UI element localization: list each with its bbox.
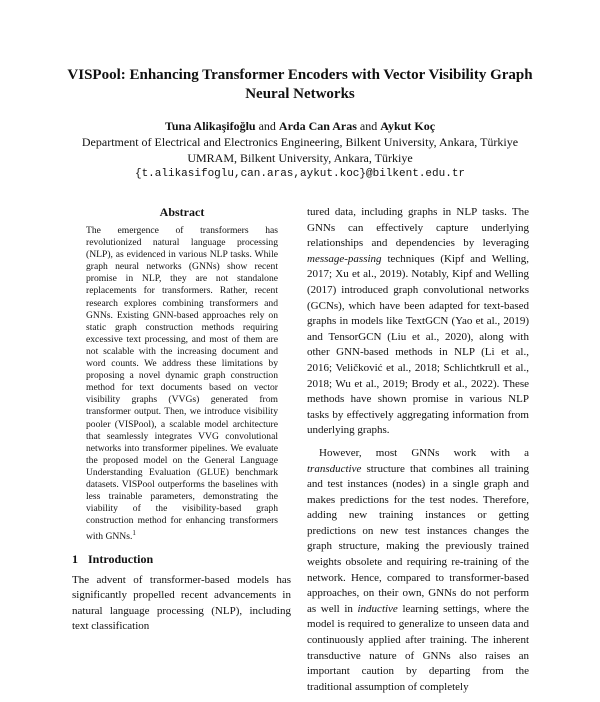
footnote-marker: 1 — [132, 529, 136, 538]
author-line — [40, 118, 560, 134]
paper-title: VISPool: Enhancing Transformer Encoders with Vector Visibility Graph Neural Networks — [67, 67, 533, 102]
right-column — [307, 205, 529, 702]
email-address: {t.alikasifoglu,can.aras,aykut.koc}@bilkent.edu.tr — [134, 168, 466, 180]
paragraph: tured data, including graphs in NLP tasks. The GNNs can effectively capture underlying relationships and dependencies by leveraging message-passing techniques (Kipf and Welling, 2017; Xu et al., 2019). Notably, Kipf and Welling (2017) introduced graph convolutional networks (GCNs), which have been adapted for text-based graphs in models like TextGCN (Yao et al., 2019) and TensorGCN (Liu et al., 2020), along with other GNN-based methods in NLP (Li et al., 2016; Veličković et al., 2018; Schlichtkrull et al., 2018; Wu et al., 2019; Brody et al., 2022). These methods have shown promise in various NLP tasks by effectively aggregating information from underlying graphs. — [307, 206, 529, 437]
author-name: Arda Can Aras — [278, 119, 357, 133]
author-separator: and — [359, 119, 378, 133]
author-block — [40, 118, 560, 182]
abstract-text: The emergence of transformers has revolutionized natural language processing (NLP), as evidenced in various NLP tasks. While graph neural networks (GNNs) show recent promise in NLP, they are not standalone replacements for transformers. Rather, recent research explores combining transformers and GNNs. Existing GNN-based approaches rely on static graph construction methods requiring excessive text processing, and most of them are not scalable with the increasing document and word counts. We address these limitations by proposing a novel dynamic graph construction method for text documents based on vector visibility graphs (VVGs) generated from transformer output. Then, we introduce visibility pooler (VISPool), a scalable model architecture that seamlessly integrates VVG convolutional networks into transformer pipelines. We evaluate the proposed model on the General Language Understanding Evaluation (GLUE) benchmark datasets. VISPool outperforms the baselines with less trainable parameters, demonstrating the viability of the visibility-based graph construction method for enhancing transformers with GNNs.$^1$ — [86, 225, 278, 543]
affiliation: Department of Electrical and Electronics Engineering, Bilkent University, Ankara, Türkiye — [81, 135, 519, 149]
left-column — [72, 205, 291, 635]
author-name: Tuna Alikaşifoğlu — [164, 119, 256, 133]
body-text — [307, 205, 529, 695]
intro-paragraph: The advent of transformer-based models has significantly propelled recent advancements in natural language processing (NLP), including text classification — [72, 573, 291, 633]
affiliation: UMRAM, Bilkent University, Ankara, Türkiye — [187, 151, 413, 165]
abstract-heading: Abstract — [159, 205, 205, 219]
paragraph: However, most GNNs work with a transductive structure that combines all training and test instances (nodes) in a single graph and makes predictions for the test nodes. Therefore, adding new training instances or getting predictions on new test instances changes the graph structure, making the previously trained weights obsolete and requiring re-training of the network. Hence, compared to transformer-based approaches, on their own, GNNs do not perform as well in inductive learning settings, where the model is required to generalize to unseen data and continuously applied after training. The inherent transductive nature of GNNs also raises an important caution by departing from the traditional assumption of completely — [307, 446, 529, 693]
section-heading: 1 Introduction — [72, 551, 154, 566]
author-separator: and — [258, 119, 276, 133]
author-name: Aykut Koç — [380, 119, 436, 133]
